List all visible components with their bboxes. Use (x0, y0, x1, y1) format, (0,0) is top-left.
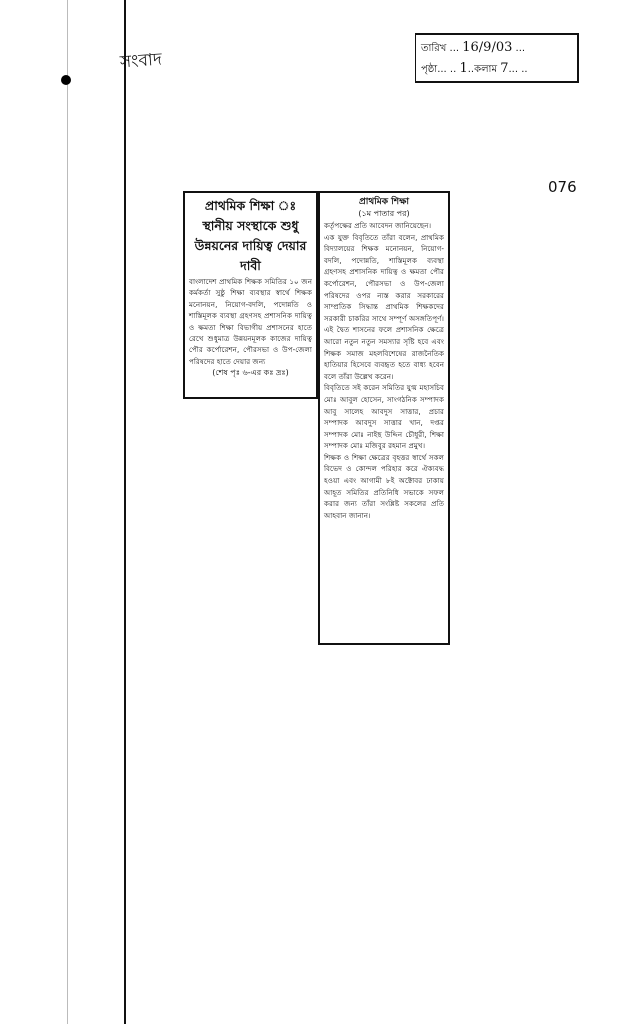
page-value: 1 (459, 61, 468, 76)
stamp-date-row: তারিখ ... 16/9/03 ... (421, 40, 526, 55)
body-right-paragraph-3: বিবৃতিতে সই করেন সমিতির যুগ্ম মহাসচিব মোঃ আবুল হোসেন, সাংগঠনিক সম্পাদক আবু সালেহ আবদুস সাত্তার, প্রচার সম্পাদক আবদুস সাত্তার খান, দপ্তর সম্পাদক মোঃ নাইছ উদ্দিন চৌধুরী, শিক্ষা সম্পাদক মোঃ মজিবুর রহমান প্রমুখ। (324, 383, 444, 451)
binding-line (124, 0, 126, 1024)
headline: প্রাথমিক শিক্ষা ঃ স্থানীয় সংস্থাকে শুধু উন্নয়নের দায়িত্ব দেয়ার দাবী (194, 198, 307, 273)
archive-number: 076 (548, 178, 577, 196)
margin-line (67, 0, 68, 1024)
clipping-left-column (183, 191, 318, 399)
column-label: কলাম (474, 64, 498, 75)
stamp-page-row: পৃষ্ঠা... .. 1..কলাম 7... .. (421, 61, 528, 76)
body-right-paragraph-2: এক যুক্ত বিবৃতিতে তাঁরা বলেন, প্রাথমিক বিদ্যালয়ের শিক্ষক মনোনয়ন, নিয়োগ-বদলি, পদোন্নতি, শাস্তিমূলক ব্যবস্থা গ্রহণসহ প্রশাসনিক দায়িত্ব ও ক্ষমতা পৌর কর্পোরেশন, পৌরসভা ও উপ-জেলা পরিষদের ওপর ন্যস্ত করার সরকারের সাম্প্রতিক সিদ্ধান্ত প্রাথমিক শিক্ষকদের সরকারী চাকরির সাথে সম্পূর্ণ অসঙ্গতিপূর্ণ। এই দ্বৈত শাসনের ফলে প্রশাসনিক ক্ষেত্রে আরো নতুন নতুন সমস্যার সৃষ্টি হবে এবং শিক্ষক সমাজ মহলবিশেষের রাজনৈতিক হাতিয়ার হিসেবে ব্যবহৃত হতে বাধ্য হবেন বলে তাঁরা উল্লেখ করেন। (324, 232, 444, 381)
body-left: বাংলাদেশ প্রাথমিক শিক্ষক সমিতির ১০ জন কর্মকর্তা সুষ্ঠু শিক্ষা ব্যবস্থার স্বার্থে শিক্ষক মনোনয়ন, নিয়োগ-বদলি, পদোন্নতি ও শাস্তিমূলক ব্যবস্থা গ্রহণসহ প্রশাসনিক দায়িত্ব ও ক্ষমতা শিক্ষা বিভাগীয় প্রশাসনের হাতে রেখে শুধুমাত্র উন্নয়নমূলক কাজের দায়িত্ব পৌর কর্পোরেশন, পৌরসভা ও উপ-জেলা পরিষদের হাতে দেয়ার জন্য (189, 277, 312, 366)
body-right-paragraph-1: কর্তৃপক্ষের প্রতি আবেদন জানিয়েছেন। (324, 221, 432, 230)
date-stamp (415, 33, 579, 83)
continued-note: (শেষ পৃঃ ৬-এর কঃ দ্রঃ) (212, 368, 289, 378)
date-label: তারিখ (421, 43, 447, 54)
continuation-heading: প্রাথমিক শিক্ষা (359, 197, 409, 207)
newspaper-source-handwritten: সংবাদ (119, 49, 163, 73)
clipping-right-column (318, 191, 450, 645)
punch-hole (61, 75, 71, 85)
column-value: 7 (500, 61, 509, 76)
page-label: পৃষ্ঠা (421, 64, 438, 75)
body-right-paragraph-4: শিক্ষক ও শিক্ষা ক্ষেত্রের বৃহত্তর স্বার্থে সকল বিভেদ ও কোন্দল পরিহার করে ঐক্যবদ্ধ হওয়া এবং আগামী ৮ই অক্টোবর ঢাকায় আহূত সমিতির প্রতিনিধি সভাকে সফল করার জন্য তাঁরা সংশ্লিষ্ট সকলের প্রতি আহবান জানান। (324, 452, 444, 520)
date-value: 16/9/03 (462, 40, 513, 55)
continued-from: (১ম পাতার পর) (358, 209, 410, 218)
